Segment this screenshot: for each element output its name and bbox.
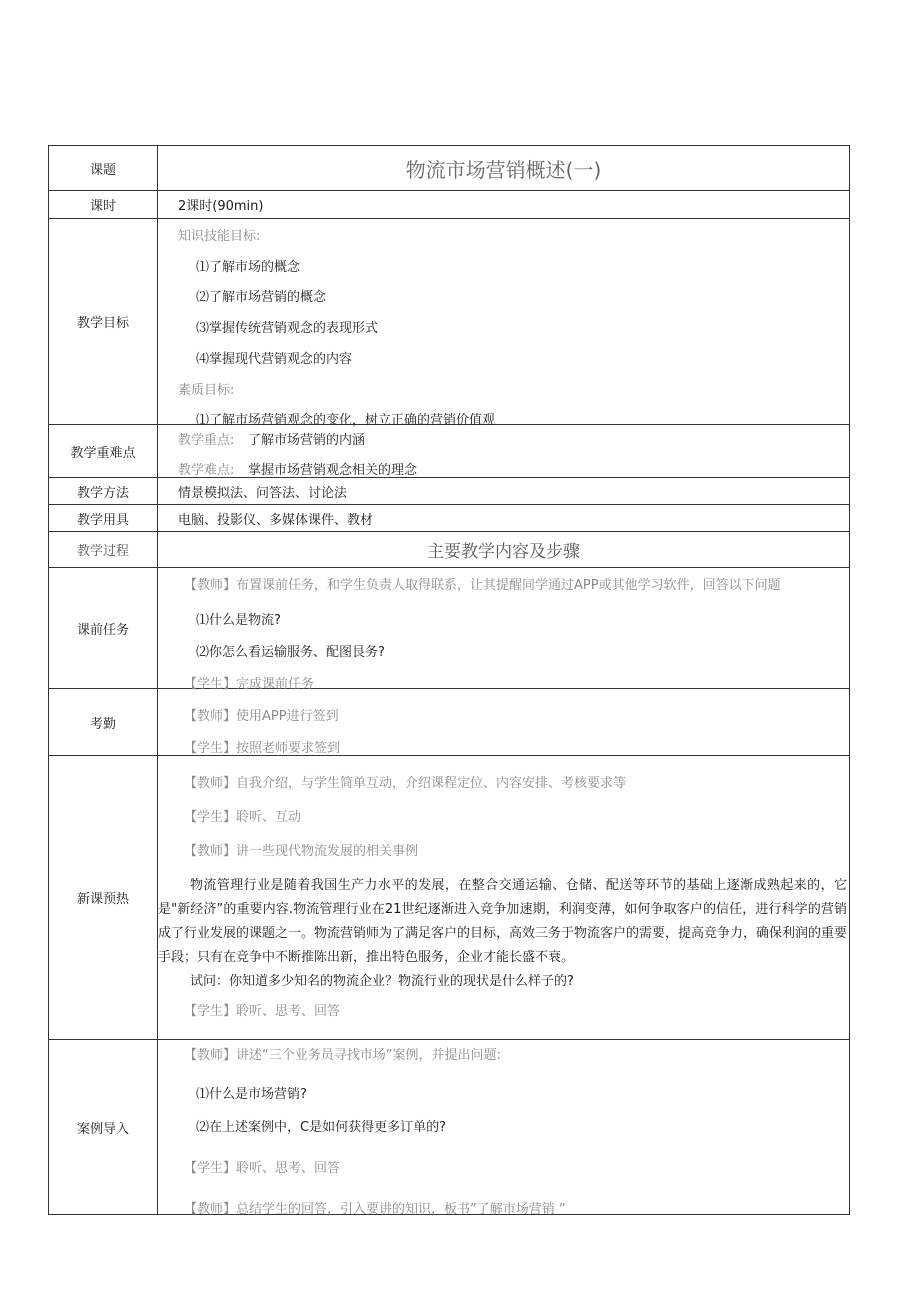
question-item: ⑴什么是物流? bbox=[196, 613, 281, 628]
row-hours bbox=[49, 191, 850, 219]
warmup-paragraph: 物流管理行业是随着我国生产力水平的发展，在整合交通运输、仓储、配送等环节的基础上逐渐成熟起来的，它是"新经济”的重要内容.物流管理行业在21世纪逐渐进入竞争加速期，利润变薄，如何争取客户的信任，进行科学的营销成了行业发展的课题之一。物流营销师为了满足客户的目标，高效三务于物流客户的需要，提高竞争力，确保利润的重要手段；只有在竞争中不断推陈出新，推出特色服务，企业才能长盛不衰。 bbox=[158, 878, 848, 965]
lesson-plan bbox=[48, 145, 850, 1215]
student-activity: 【学生】聆听、互动 bbox=[184, 810, 302, 825]
row-methods bbox=[49, 478, 850, 505]
warmup-question: 试问：你知道多少知名的物流企业？物流行业的现状是什么样子的? bbox=[190, 974, 574, 989]
question-item: ⑴什么是市场营销? bbox=[196, 1087, 307, 1102]
teacher-instruction: 【教师】自我介绍，与学生简单互动，介绍课程定位、内容安排、考核要求等 bbox=[184, 776, 627, 791]
label-case: 案例导入 bbox=[49, 1040, 158, 1215]
row-goals bbox=[49, 219, 850, 425]
student-activity: 【学生】按照老师要求签到 bbox=[184, 741, 341, 756]
row-process-header bbox=[49, 532, 850, 568]
label-tools: 教学用具 bbox=[49, 505, 158, 532]
row-warmup bbox=[49, 756, 850, 1040]
knowledge-goal-heading: 知识技能目标: bbox=[178, 229, 261, 244]
difficult-point-heading: 教学难点: bbox=[178, 463, 235, 478]
key-point-text: 了解市场营销的内涵 bbox=[248, 433, 366, 448]
row-pretask bbox=[49, 568, 850, 689]
goal-item: ⑵了解市场营销的概念 bbox=[196, 290, 327, 305]
student-activity: 【学生】聆听、思考、回答 bbox=[184, 1161, 341, 1176]
label-topic: 课题 bbox=[49, 146, 158, 191]
teacher-instruction: 【教师】讲一些现代物流发展的相关事例 bbox=[184, 844, 419, 859]
row-topic bbox=[49, 146, 850, 191]
process-heading: 主要教学内容及步骤 bbox=[158, 532, 850, 568]
goal-item: ⑶掌握传统营销观念的表现形式 bbox=[196, 321, 379, 336]
label-process: 教学过程 bbox=[49, 532, 158, 568]
teacher-instruction: 【教师】使用APP进行签到 bbox=[184, 709, 339, 724]
question-item: ⑵在上述案例中，C是如何获得更多订单的? bbox=[196, 1120, 446, 1135]
label-pretask: 课前任务 bbox=[49, 568, 158, 689]
tools-value: 电脑、投影仪、多媒体课件、教材 bbox=[158, 505, 850, 532]
row-attendance bbox=[49, 689, 850, 756]
key-point-heading: 教学重点: bbox=[178, 433, 235, 448]
label-hours: 课时 bbox=[49, 191, 158, 219]
student-activity: 【学生】完成课前任务 bbox=[184, 677, 315, 692]
teacher-instruction: 【教师】讲述“三个业务员寻找市场”案例，并提出问题: bbox=[184, 1048, 501, 1063]
student-activity: 【学生】聆听、思考、回答 bbox=[184, 1004, 341, 1019]
label-attendance: 考勤 bbox=[49, 689, 158, 756]
teacher-instruction: 【教师】总结学生的回答，引入要讲的知识，板书”了解市场营销 ” bbox=[184, 1202, 566, 1217]
label-methods: 教学方法 bbox=[49, 478, 158, 505]
lesson-title: 物流市场营销概述(一) bbox=[158, 146, 850, 191]
hours-value: 2课时(90min) bbox=[158, 191, 850, 219]
methods-value: 情景模拟法、问答法、讨论法 bbox=[158, 478, 850, 505]
difficult-point-text: 掌握市场营销观念相关的理念 bbox=[248, 463, 418, 478]
row-keypoints bbox=[49, 425, 850, 478]
label-warmup: 新课预热 bbox=[49, 756, 158, 1040]
teacher-instruction: 【教师】布置课前任务，和学生负责人取得联系，让其提醒同学通过APP或其他学习软件，回答以下问题 bbox=[184, 578, 781, 593]
label-goals: 教学目标 bbox=[49, 219, 158, 425]
row-tools bbox=[49, 505, 850, 532]
lesson-plan-table bbox=[48, 145, 850, 1215]
row-case bbox=[49, 1040, 850, 1215]
label-keypoints: 教学重难点 bbox=[49, 425, 158, 478]
goal-item: ⑴了解市场的概念 bbox=[196, 260, 301, 275]
quality-goal-heading: 素质目标: bbox=[178, 383, 235, 398]
question-item: ⑵你怎么看运输服务、配图艮务? bbox=[196, 645, 385, 660]
quality-goal-item: ⑴了解市场营销观念的变化，树立正确的营销价值观 bbox=[196, 413, 496, 428]
goal-item: ⑷掌握现代营销观念的内容 bbox=[196, 352, 353, 367]
